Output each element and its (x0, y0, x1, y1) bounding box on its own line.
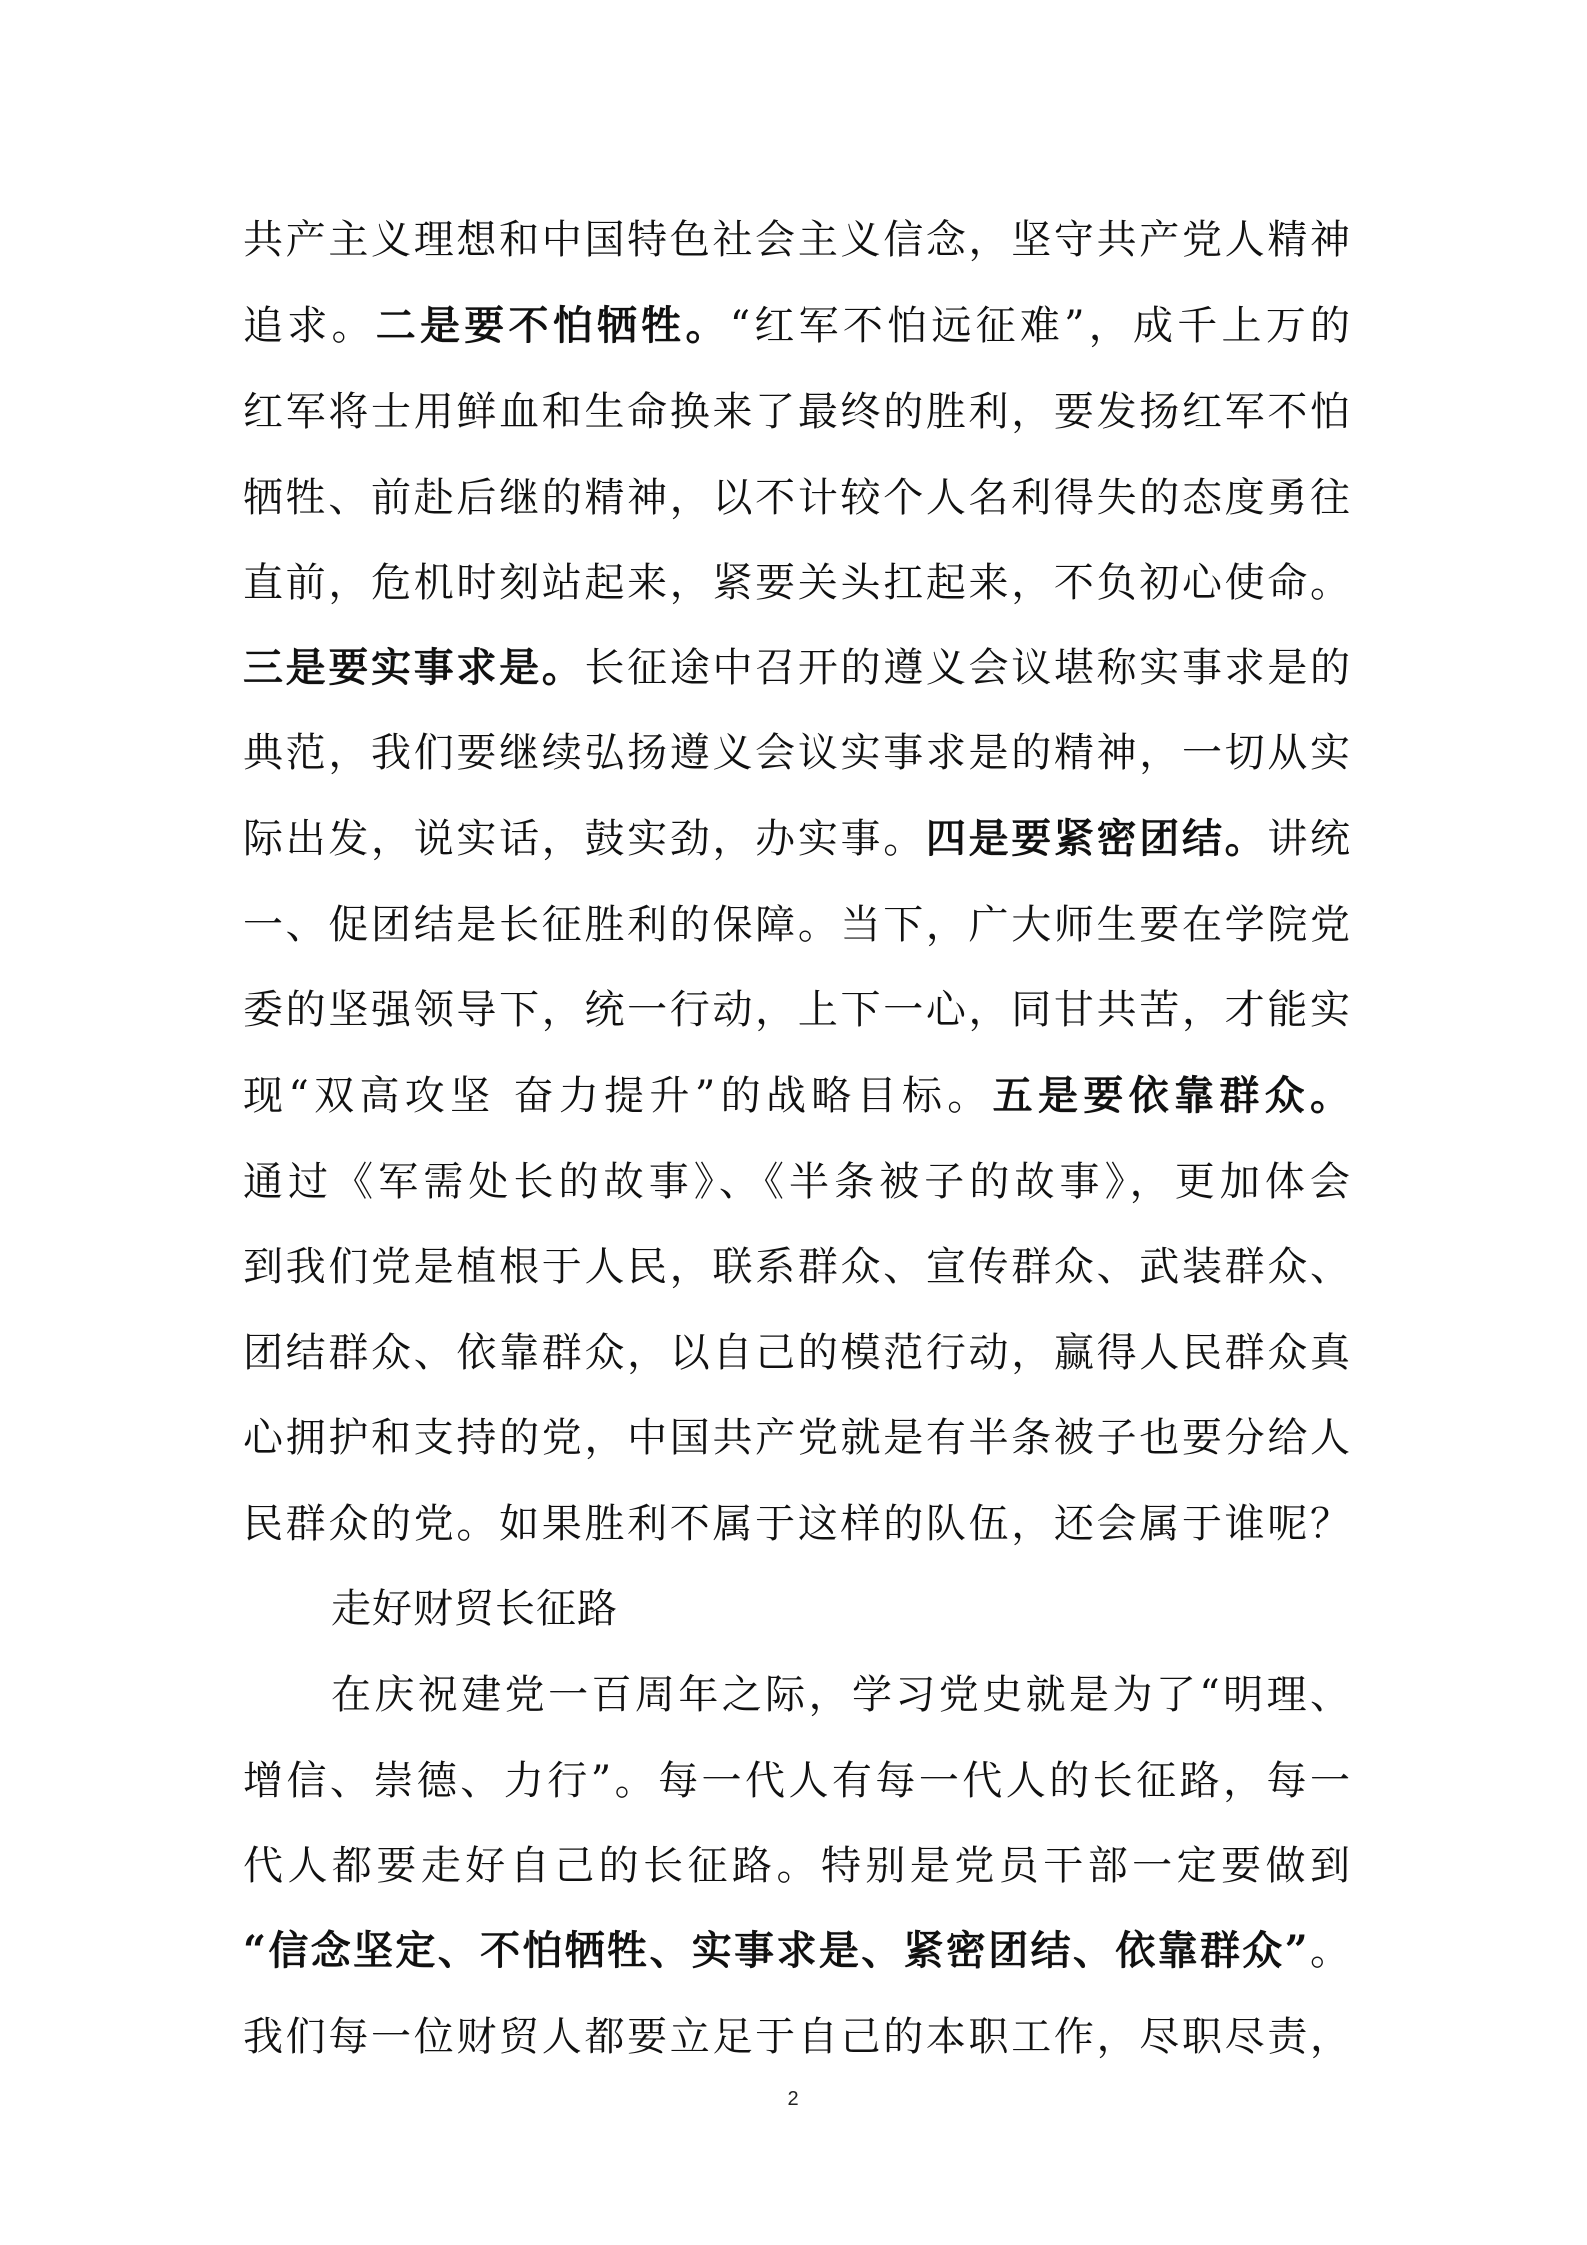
body-text-line (243, 198, 1351, 282)
body-text-line (243, 968, 1351, 1052)
body-text-line (243, 1739, 1351, 1823)
text-segment: 团结群众、依靠群众，以自己的模范行动，赢得人民群众真 (243, 1330, 1351, 1376)
text-segment: 讲统 (1267, 816, 1352, 862)
body-text-line (243, 1311, 1351, 1395)
text-segment: 我们每一位财贸人都要立足于自己的本职工作，尽职尽责， (243, 2014, 1351, 2060)
text-segment: 增信、崇德、力行”。每一代人有每一代人的长征路，每一 (243, 1758, 1351, 1804)
body-text-line (243, 456, 1351, 540)
text-segment: 际出发，说实话，鼓实劲，办实事。 (243, 816, 926, 862)
text-segment: 民群众的党。如果胜利不属于这样的队伍，还会属于谁呢？ (243, 1501, 1351, 1547)
text-segment: 现“双高攻坚 奋力提升”的战略目标。 (243, 1073, 993, 1119)
body-text-line (331, 1567, 1351, 1651)
body-text-line (243, 1995, 1351, 2079)
body-text-line (243, 711, 1351, 795)
text-segment: 委的坚强领导下，统一行动，上下一心，同甘共苦，才能实 (243, 987, 1351, 1033)
text-segment: 通过《军需处长的故事》、《半条被子的故事》，更加体会 (243, 1159, 1351, 1205)
body-text-line (243, 1054, 1351, 1138)
body-text-line (243, 1482, 1351, 1566)
text-segment: 一、促团结是长征胜利的保障。当下，广大师生要在学院党 (243, 902, 1351, 948)
body-text-line (243, 883, 1351, 967)
text-segment: 长征途中召开的遵义会议堪称实事求是的 (584, 645, 1352, 691)
text-segment: 红军将士用鲜血和生命换来了最终的胜利，要发扬红军不怕 (243, 389, 1351, 435)
bold-text-segment: 四是要紧密团结。 (925, 815, 1268, 862)
text-segment: 典范，我们要继续弘扬遵义会议实事求是的精神，一切从实 (243, 730, 1351, 776)
body-text-line (243, 1140, 1351, 1224)
bold-text-segment: 五是要依靠群众。 (992, 1072, 1352, 1119)
body-text-line (243, 541, 1351, 625)
text-segment: “红军不怕远征难”，成千上万的 (729, 303, 1351, 349)
text-segment: 直前，危机时刻站起来，紧要关头扛起来，不负初心使命。 (243, 560, 1351, 606)
body-text-line (243, 626, 1351, 710)
body-text-line (243, 1909, 1351, 1993)
page-number: 2 (787, 2088, 799, 2110)
text-segment: 。 (1308, 1928, 1352, 1974)
body-text-line (243, 370, 1351, 454)
body-text-line (243, 1824, 1351, 1908)
text-segment: 到我们党是植根于人民，联系群众、宣传群众、武装群众、 (243, 1244, 1351, 1290)
text-segment: 共产主义理想和中国特色社会主义信念，坚守共产党人精神 (243, 217, 1351, 263)
body-text-line (243, 284, 1351, 368)
text-segment: 走好财贸长征路 (331, 1586, 618, 1632)
text-segment: 在庆祝建党一百周年之际，学习党史就是为了“明理、 (331, 1672, 1351, 1718)
text-segment: 追求。 (243, 303, 376, 349)
body-text-line (243, 1225, 1351, 1309)
body-text-line (331, 1653, 1351, 1737)
text-segment: 代人都要走好自己的长征路。特别是党员干部一定要做到 (243, 1843, 1351, 1889)
bold-text-segment: 三是要实事求是。 (243, 644, 585, 691)
body-text-line (243, 1396, 1351, 1480)
body-text-line (243, 797, 1351, 881)
bold-text-segment: “信念坚定、不怕牺牲、实事求是、紧密团结、依靠群众” (243, 1927, 1309, 1974)
text-segment: 牺牲、前赴后继的精神，以不计较个人名利得失的态度勇往 (243, 475, 1351, 521)
bold-text-segment: 二是要不怕牺牲。 (375, 302, 730, 349)
text-segment: 心拥护和支持的党，中国共产党就是有半条被子也要分给人 (243, 1415, 1351, 1461)
